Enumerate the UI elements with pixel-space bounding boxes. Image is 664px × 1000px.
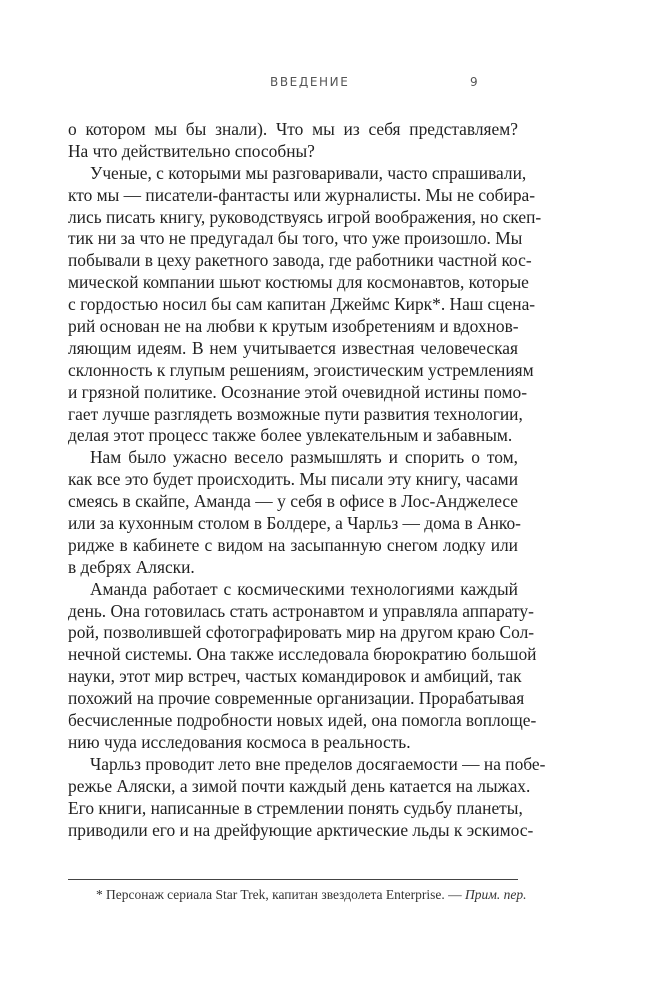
text-line: гает лучше разглядеть возможные пути развития технологии, bbox=[68, 403, 523, 424]
paragraph bbox=[68, 119, 518, 163]
text-line: тик ни за что не предугадал бы того, что уже произошло. Мы bbox=[68, 228, 523, 249]
text-line: приводили его и на дрейфующие арктические льды к эскимос- bbox=[68, 819, 534, 840]
paragraph bbox=[68, 162, 542, 448]
paragraph bbox=[68, 578, 537, 754]
text-line: и грязной политике. Осознание этой очевидной истины помо- bbox=[68, 381, 527, 402]
text-line: Чарльз проводит лето вне пределов досягаемости — на побе- bbox=[90, 753, 546, 774]
text-line: в дебрях Аляски. bbox=[68, 556, 195, 577]
text-line: режье Аляски, а зимой почти каждый день катается на лыжах. bbox=[68, 775, 531, 796]
text-line: мической компании шьют костюмы для космонавтов, которые bbox=[68, 272, 529, 293]
text-line: рий основан не на любви к крутым изобретениям и вдохнов- bbox=[68, 316, 519, 337]
text-line: Нам было ужасно весело размышлять и спорить о том, bbox=[90, 447, 518, 468]
footnote-text: Персонаж сериала Star Trek, капитан звездолета Enterprise. — bbox=[106, 887, 465, 902]
body-text bbox=[68, 119, 546, 841]
text-line: бесчисленные подробности новых идей, она помогла воплоще- bbox=[68, 710, 537, 731]
footnote bbox=[96, 887, 527, 903]
text-line: науки, этот мир встреч, частых командировок и амбиций, так bbox=[68, 666, 522, 687]
paragraph bbox=[68, 753, 546, 842]
text-line: побывали в цеху ракетного завода, где работники частной кос- bbox=[68, 250, 532, 271]
text-line: лись писать книгу, руководствуясь игрой воображения, но скеп- bbox=[68, 206, 542, 227]
page-number: 9 bbox=[470, 75, 480, 89]
footnote-divider bbox=[68, 879, 518, 880]
chapter-title: ВВЕДЕНИЕ bbox=[270, 75, 350, 89]
text-line: Ученые, с которыми мы разговаривали, часто спрашивали, bbox=[90, 162, 527, 183]
text-line: Его книги, написанные в стремлении понять судьбу планеты, bbox=[68, 797, 523, 818]
text-line: ляющим идеям. В нем учитывается известная человеческая bbox=[68, 337, 518, 358]
text-line: как все это будет происходить. Мы писали эту книгу, часами bbox=[68, 469, 518, 490]
text-line: ридже в кабинете с видом на засыпанную снегом лодку или bbox=[68, 534, 518, 555]
text-line: нечной системы. Она также исследовала бюрократию большой bbox=[68, 644, 537, 665]
text-line: день. Она готовилась стать астронавтом и управляла аппарату- bbox=[68, 600, 534, 621]
text-line: кто мы — писатели-фантасты или журналисты. Мы не собира- bbox=[68, 184, 536, 205]
text-line: нию чуда исследования космоса в реальность. bbox=[68, 731, 411, 752]
text-line: рой, позволившей сфотографировать мир на другом краю Сол- bbox=[68, 622, 535, 643]
text-line: о котором мы бы знали). Что мы из себя представляем? bbox=[68, 119, 518, 139]
paragraph bbox=[68, 447, 521, 578]
text-line: смеясь в скайпе, Аманда — у себя в офисе в Лос-Анджелесе bbox=[68, 491, 518, 512]
text-line: с гордостью носил бы сам капитан Джеймс Кирк*. Наш сцена- bbox=[68, 294, 536, 315]
footnote-mark: * bbox=[96, 887, 103, 902]
text-line: Аманда работает с космическими технологиями каждый bbox=[90, 578, 518, 599]
text-line: или за кухонным столом в Болдере, а Чарльз — дома в Анко- bbox=[68, 513, 521, 534]
text-line: склонность к глупым решениям, эгоистическим устремлениям bbox=[68, 359, 534, 380]
text-line: делая этот процесс также более увлекательным и забавным. bbox=[68, 425, 513, 446]
text-line: На что действительно способны? bbox=[68, 140, 315, 161]
text-line: похожий на прочие современные организации. Прорабатывая bbox=[68, 688, 525, 709]
translator-note: Прим. пер. bbox=[464, 887, 527, 902]
